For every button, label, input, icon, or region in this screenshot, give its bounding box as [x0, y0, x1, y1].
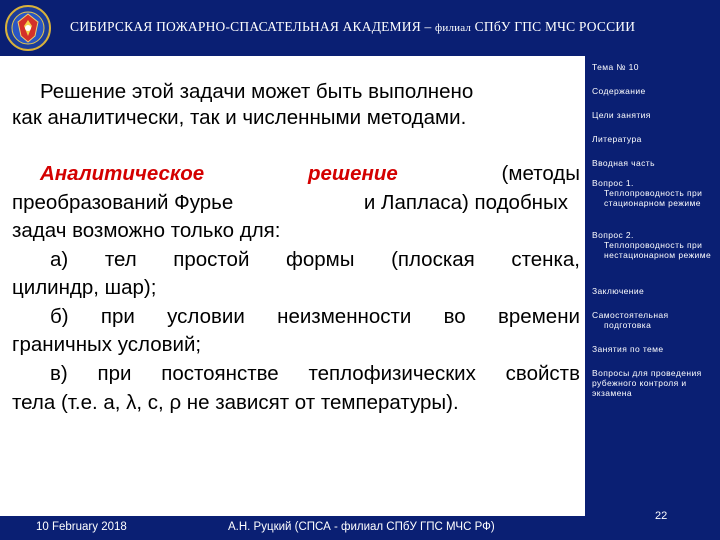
footer-author: А.Н. Руцкий (СПСА - филиал СПбУ ГПС МЧС РФ)	[228, 521, 495, 533]
text-line-1: Решение этой задачи может быть выполнено	[40, 80, 474, 103]
footer-date: 10 February 2018	[36, 521, 127, 533]
text-line-7: цилиндр, шар);	[12, 276, 157, 299]
sidebar-item-exam-questions[interactable]: Вопросы для проведения рубежного контроля и экзамена	[592, 368, 702, 398]
page-number: 22	[655, 510, 668, 522]
sidebar-item-question-2[interactable]: Вопрос 2. Теплопроводность при нестационарном режиме	[592, 230, 712, 260]
sidebar-item-self-study[interactable]: Самостоятельная подготовка	[592, 310, 669, 330]
analytic-word: Аналитическое	[40, 162, 205, 185]
academy-emblem-icon	[4, 4, 52, 52]
sidebar-item-conclusion[interactable]: Заключение	[592, 286, 645, 296]
footer-bar	[0, 516, 585, 540]
sidebar-item-lessons[interactable]: Занятия по теме	[592, 344, 664, 354]
navigation-sidebar	[585, 56, 720, 540]
text-line-9: граничных условий;	[12, 333, 202, 356]
text-line-4: преобразований Фурье и Лапласа) подобных	[12, 191, 568, 214]
text-line-10: в) при постоянстве теплофизических свойств	[50, 362, 580, 385]
text-line-6: а) тел простой формы (плоская стенка,	[50, 248, 580, 271]
text-line-11: тела (т.е. a, λ, c, ρ не зависят от температуры).	[12, 391, 459, 414]
text-line-2: как аналитически, так и численными методами.	[12, 106, 467, 129]
sidebar-item-introduction[interactable]: Вводная часть	[592, 158, 655, 168]
header-bar	[0, 0, 720, 56]
sidebar-item-goals[interactable]: Цели занятия	[592, 110, 651, 120]
sidebar-item-contents[interactable]: Содержание	[592, 86, 646, 96]
text-line-5: задач возможно только для:	[12, 219, 281, 242]
text-line-8: б) при условии неизменности во времени	[50, 305, 580, 328]
sidebar-topic: Тема № 10	[592, 62, 639, 72]
header-title: СИБИРСКАЯ ПОЖАРНО-СПАСАТЕЛЬНАЯ АКАДЕМИЯ – филиал СПбУ ГПС МЧС РОССИИ	[70, 19, 636, 34]
solution-word: решение	[307, 162, 398, 185]
sidebar-item-question-1[interactable]: Вопрос 1. Теплопроводность при стационарном режиме	[592, 178, 703, 208]
sidebar-item-literature[interactable]: Литература	[592, 134, 642, 144]
text-line-3: Аналитическое решение (методы	[40, 162, 580, 185]
